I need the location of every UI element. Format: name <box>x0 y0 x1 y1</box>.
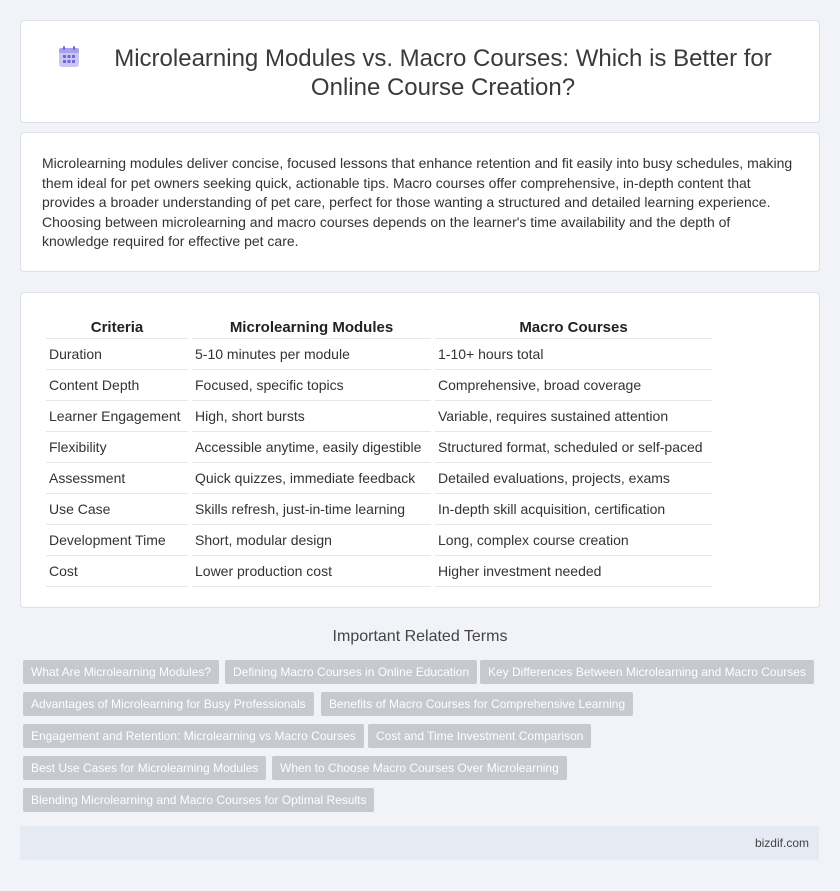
table-cell: Long, complex course creation <box>435 525 712 556</box>
comparison-card <box>20 292 820 608</box>
table-cell: High, short bursts <box>192 401 431 432</box>
table-cell: Focused, specific topics <box>192 370 431 401</box>
table-cell: Quick quizzes, immediate feedback <box>192 463 431 494</box>
footer <box>20 826 819 860</box>
page-title-block <box>21 44 819 102</box>
table-cell: Flexibility <box>46 432 188 463</box>
calendar-icon <box>57 45 81 69</box>
header-microlearning: Microlearning Modules <box>192 316 431 339</box>
related-term-tag[interactable]: Blending Microlearning and Macro Courses for Optimal Results <box>23 788 374 812</box>
related-term-tag[interactable]: Engagement and Retention: Microlearning vs Macro Courses <box>23 724 364 748</box>
table-cell: 5-10 minutes per module <box>192 339 431 370</box>
header-macro: Macro Courses <box>435 316 712 339</box>
table-cell: Assessment <box>46 463 188 494</box>
related-term-tag[interactable]: When to Choose Macro Courses Over Microlearning <box>272 756 567 780</box>
table-cell: In-depth skill acquisition, certification <box>435 494 712 525</box>
related-term-tag[interactable]: Cost and Time Investment Comparison <box>368 724 591 748</box>
footer-site-link[interactable]: bizdif.com <box>754 836 809 850</box>
table-row <box>46 401 712 432</box>
related-term-tag[interactable]: Key Differences Between Microlearning and Macro Courses <box>480 660 814 684</box>
table-cell: Cost <box>46 556 188 587</box>
table-cell: Duration <box>46 339 188 370</box>
related-terms-heading: Important Related Terms <box>332 628 508 645</box>
table-cell: Use Case <box>46 494 188 525</box>
title-card <box>20 20 820 123</box>
table-row <box>46 339 712 370</box>
table-header-row <box>46 316 712 339</box>
table-cell: Skills refresh, just-in-time learning <box>192 494 431 525</box>
page-title: Microlearning Modules vs. Macro Courses: Which is Better for Online Course Creation? <box>114 45 772 101</box>
table-row <box>46 370 712 401</box>
table-row <box>46 463 712 494</box>
related-term-tag[interactable]: What Are Microlearning Modules? <box>23 660 219 684</box>
table-row <box>46 432 712 463</box>
table-cell: Structured format, scheduled or self-paced <box>435 432 712 463</box>
table-cell: Higher investment needed <box>435 556 712 587</box>
table-cell: Short, modular design <box>192 525 431 556</box>
table-cell: Lower production cost <box>192 556 431 587</box>
related-term-tag[interactable]: Defining Macro Courses in Online Education <box>225 660 477 684</box>
related-term-tag[interactable]: Benefits of Macro Courses for Comprehensive Learning <box>321 692 633 716</box>
related-term-tag[interactable]: Advantages of Microlearning for Busy Professionals <box>23 692 314 716</box>
table-cell: Content Depth <box>46 370 188 401</box>
table-cell: Development Time <box>46 525 188 556</box>
table-row <box>46 525 712 556</box>
intro-card <box>20 132 820 272</box>
table-cell: Accessible anytime, easily digestible <box>192 432 431 463</box>
table-cell: 1-10+ hours total <box>435 339 712 370</box>
related-term-tag[interactable]: Best Use Cases for Microlearning Modules <box>23 756 266 780</box>
table-row <box>46 556 712 587</box>
comparison-table <box>42 316 716 587</box>
table-cell: Variable, requires sustained attention <box>435 401 712 432</box>
intro-paragraph: Microlearning modules deliver concise, focused lessons that enhance retention and fit easily into busy schedules, making them ideal for pet owners seeking quick, actionable tips. Macro courses offer comprehensive, in-depth content that provides a broader understanding of pet care, perfect for those wanting a structured and detailed learning experience. Choosing between microlearning and macro courses depends on the learner's time availability and the depth of knowledge required for effective pet care. <box>42 155 793 249</box>
table-cell: Comprehensive, broad coverage <box>435 370 712 401</box>
table-cell: Learner Engagement <box>46 401 188 432</box>
table-row <box>46 494 712 525</box>
header-criteria: Criteria <box>46 316 188 339</box>
table-cell: Detailed evaluations, projects, exams <box>435 463 712 494</box>
